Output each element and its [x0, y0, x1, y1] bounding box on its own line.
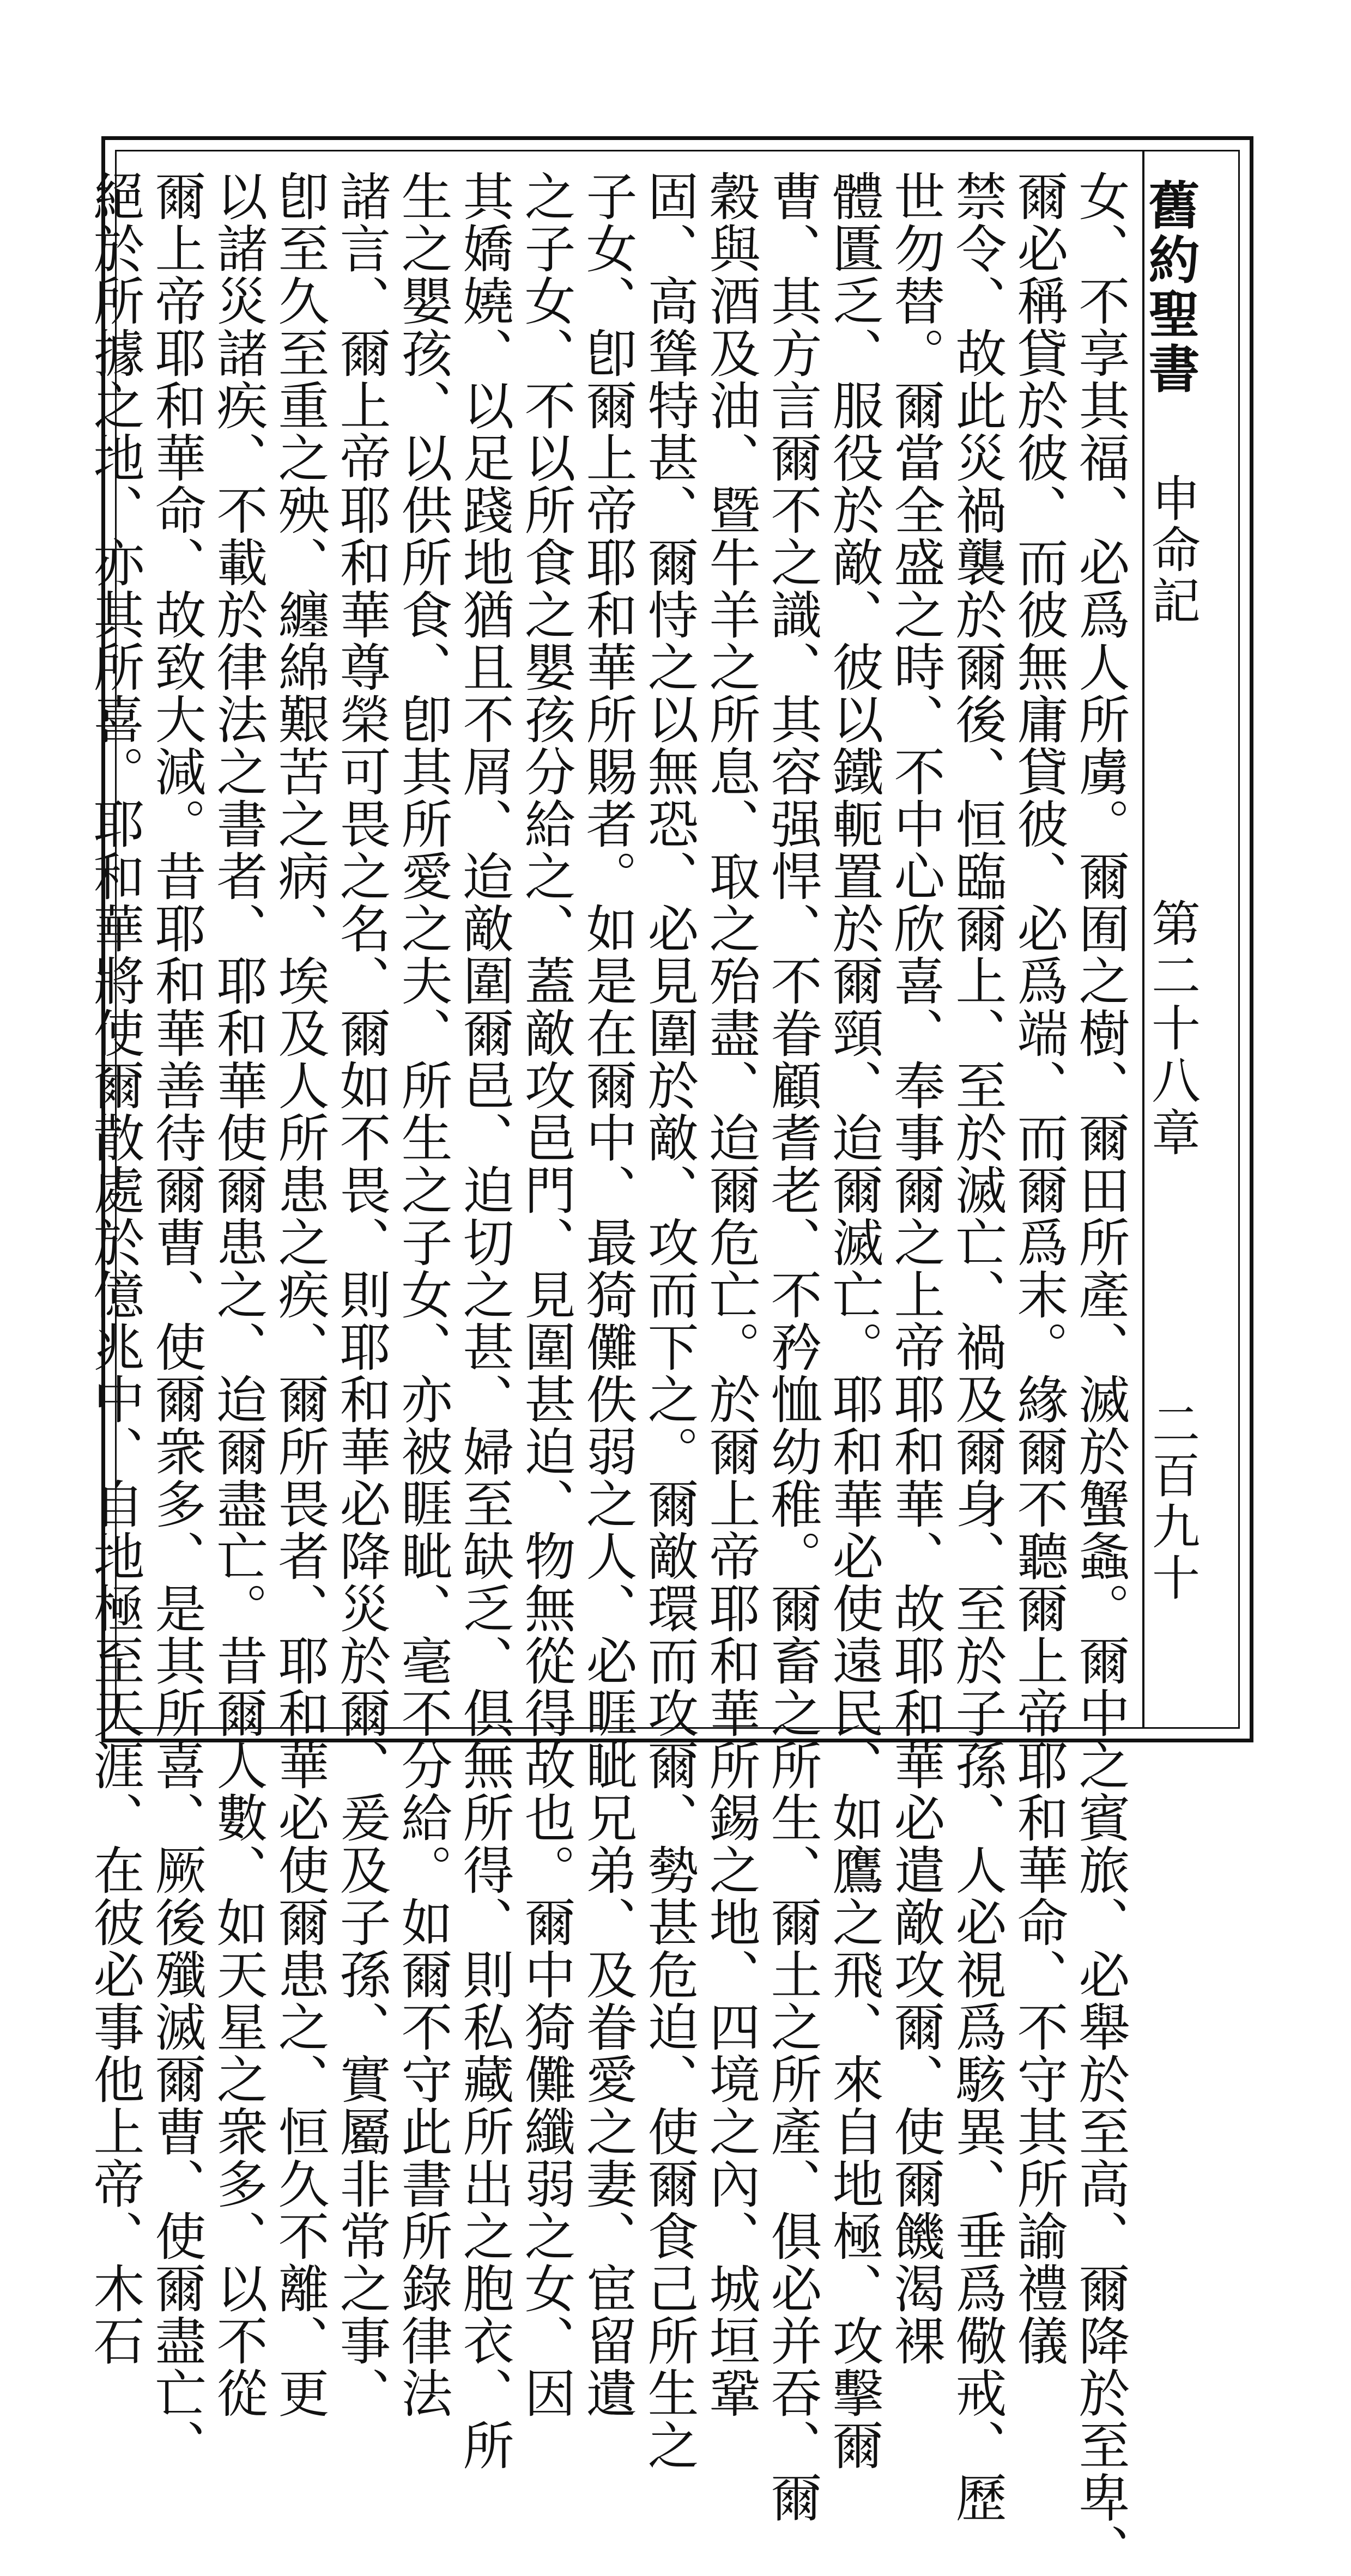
- text-column: 女、不享其福、必爲人所虜。爾囿之樹、爾田所產、滅於蟹螽。爾中之賓旅、必舉於至高、爾降於至卑、: [1070, 170, 1129, 2576]
- text-column: 禁令、故此災禍襲於爾後、恒臨爾上、至於滅亡、禍及爾身、至於子孫、人必視爲駭異、垂爲儆戒、歷: [947, 170, 1006, 2524]
- text-column: 體匱乏、服役於敵、彼以鐵軛置於爾頸、迨爾滅亡。耶和華必使遠民、如鷹之飛、來自地極、攻擊爾: [823, 170, 883, 2471]
- text-column: 生之嬰孩、以供所食、卽其所愛之夫、所生之子女、亦被睚眦、毫不分給。如爾不守此書所錄律法: [392, 170, 452, 2419]
- running-header: [1141, 168, 1228, 1711]
- text-column: 爾必稱貸於彼、而彼無庸貸彼、必爲端、而爾爲末。緣爾不聽爾上帝耶和華命、不守其所諭禮儀: [1008, 170, 1068, 2367]
- text-column: 絕於所據之地、亦其所喜。耶和華將使爾散處於億兆中、自地極至天涯、在彼必事他上帝、木石: [84, 170, 144, 2367]
- text-column: 固、高聳特甚、爾恃之以無恐、必見圍於敵、攻而下之。爾敵環而攻爾、勢甚危迫、使爾食己所生之: [639, 170, 698, 2471]
- page-frame: [84, 136, 1253, 2576]
- book-title: 舊約聖書: [1140, 179, 1199, 397]
- book-name: 申命記: [1143, 473, 1200, 627]
- text-column: 爾上帝耶和華命、故致大減。昔耶和華善待爾曹、使爾衆多、是其所喜、厥後殲滅爾曹、使爾盡亡、: [146, 170, 205, 2471]
- text-column: 穀與酒及油、暨牛羊之所息、取之殆盡、迨爾危亡。於爾上帝耶和華所錫之地、四境之內、城垣鞏: [700, 170, 760, 2419]
- text-column: 其嬌嬈、以足踐地猶且不屑、迨敵圍爾邑、迫切之甚、婦至缺乏、俱無所得、則私藏所出之胞衣、所: [454, 170, 513, 2471]
- scripture-text: [83, 170, 1130, 2576]
- text-column: 曹、其方言爾不之識、其容强悍、不眷顧耆老、不矜恤幼稚。爾畜之所生、爾土之所產、俱必并吞、爾: [762, 170, 821, 2524]
- text-column: 世勿替。爾當全盛之時、不中心欣喜、奉事爾之上帝耶和華、故耶和華必遣敵攻爾、使爾饑渴裸: [885, 170, 944, 2367]
- text-column: 諸言、爾上帝耶和華尊榮可畏之名、爾如不畏、則耶和華必降災於爾、爰及子孫、實屬非常之事、: [331, 170, 390, 2419]
- text-column: 子女、卽爾上帝耶和華所賜者。如是在爾中、最猗儺佚弱之人、必睚眦兄弟、及眷愛之妻、宦留遺: [577, 170, 637, 2419]
- page-inner-frame: [84, 150, 1240, 2576]
- text-column: 卽至久至重之殃、纏綿艱苦之病、埃及人所患之疾、爾所畏者、耶和華必使爾患之、恒久不離、更: [269, 170, 329, 2419]
- chapter-heading: 第二十八章: [1143, 898, 1200, 1159]
- page-number: 二百九十: [1144, 1399, 1201, 1604]
- text-column: 以諸災諸疾、不載於律法之書者、耶和華使爾患之、迨爾盡亡。昔爾人數、如天星之衆多、以不從: [208, 170, 267, 2419]
- text-column: 之子女、不以所食之嬰孩分給之、蓋敵攻邑門、見圍甚迫、物無從得故也。爾中猗儺纖弱之女、因: [516, 170, 575, 2419]
- header-divider: [1142, 151, 1144, 1727]
